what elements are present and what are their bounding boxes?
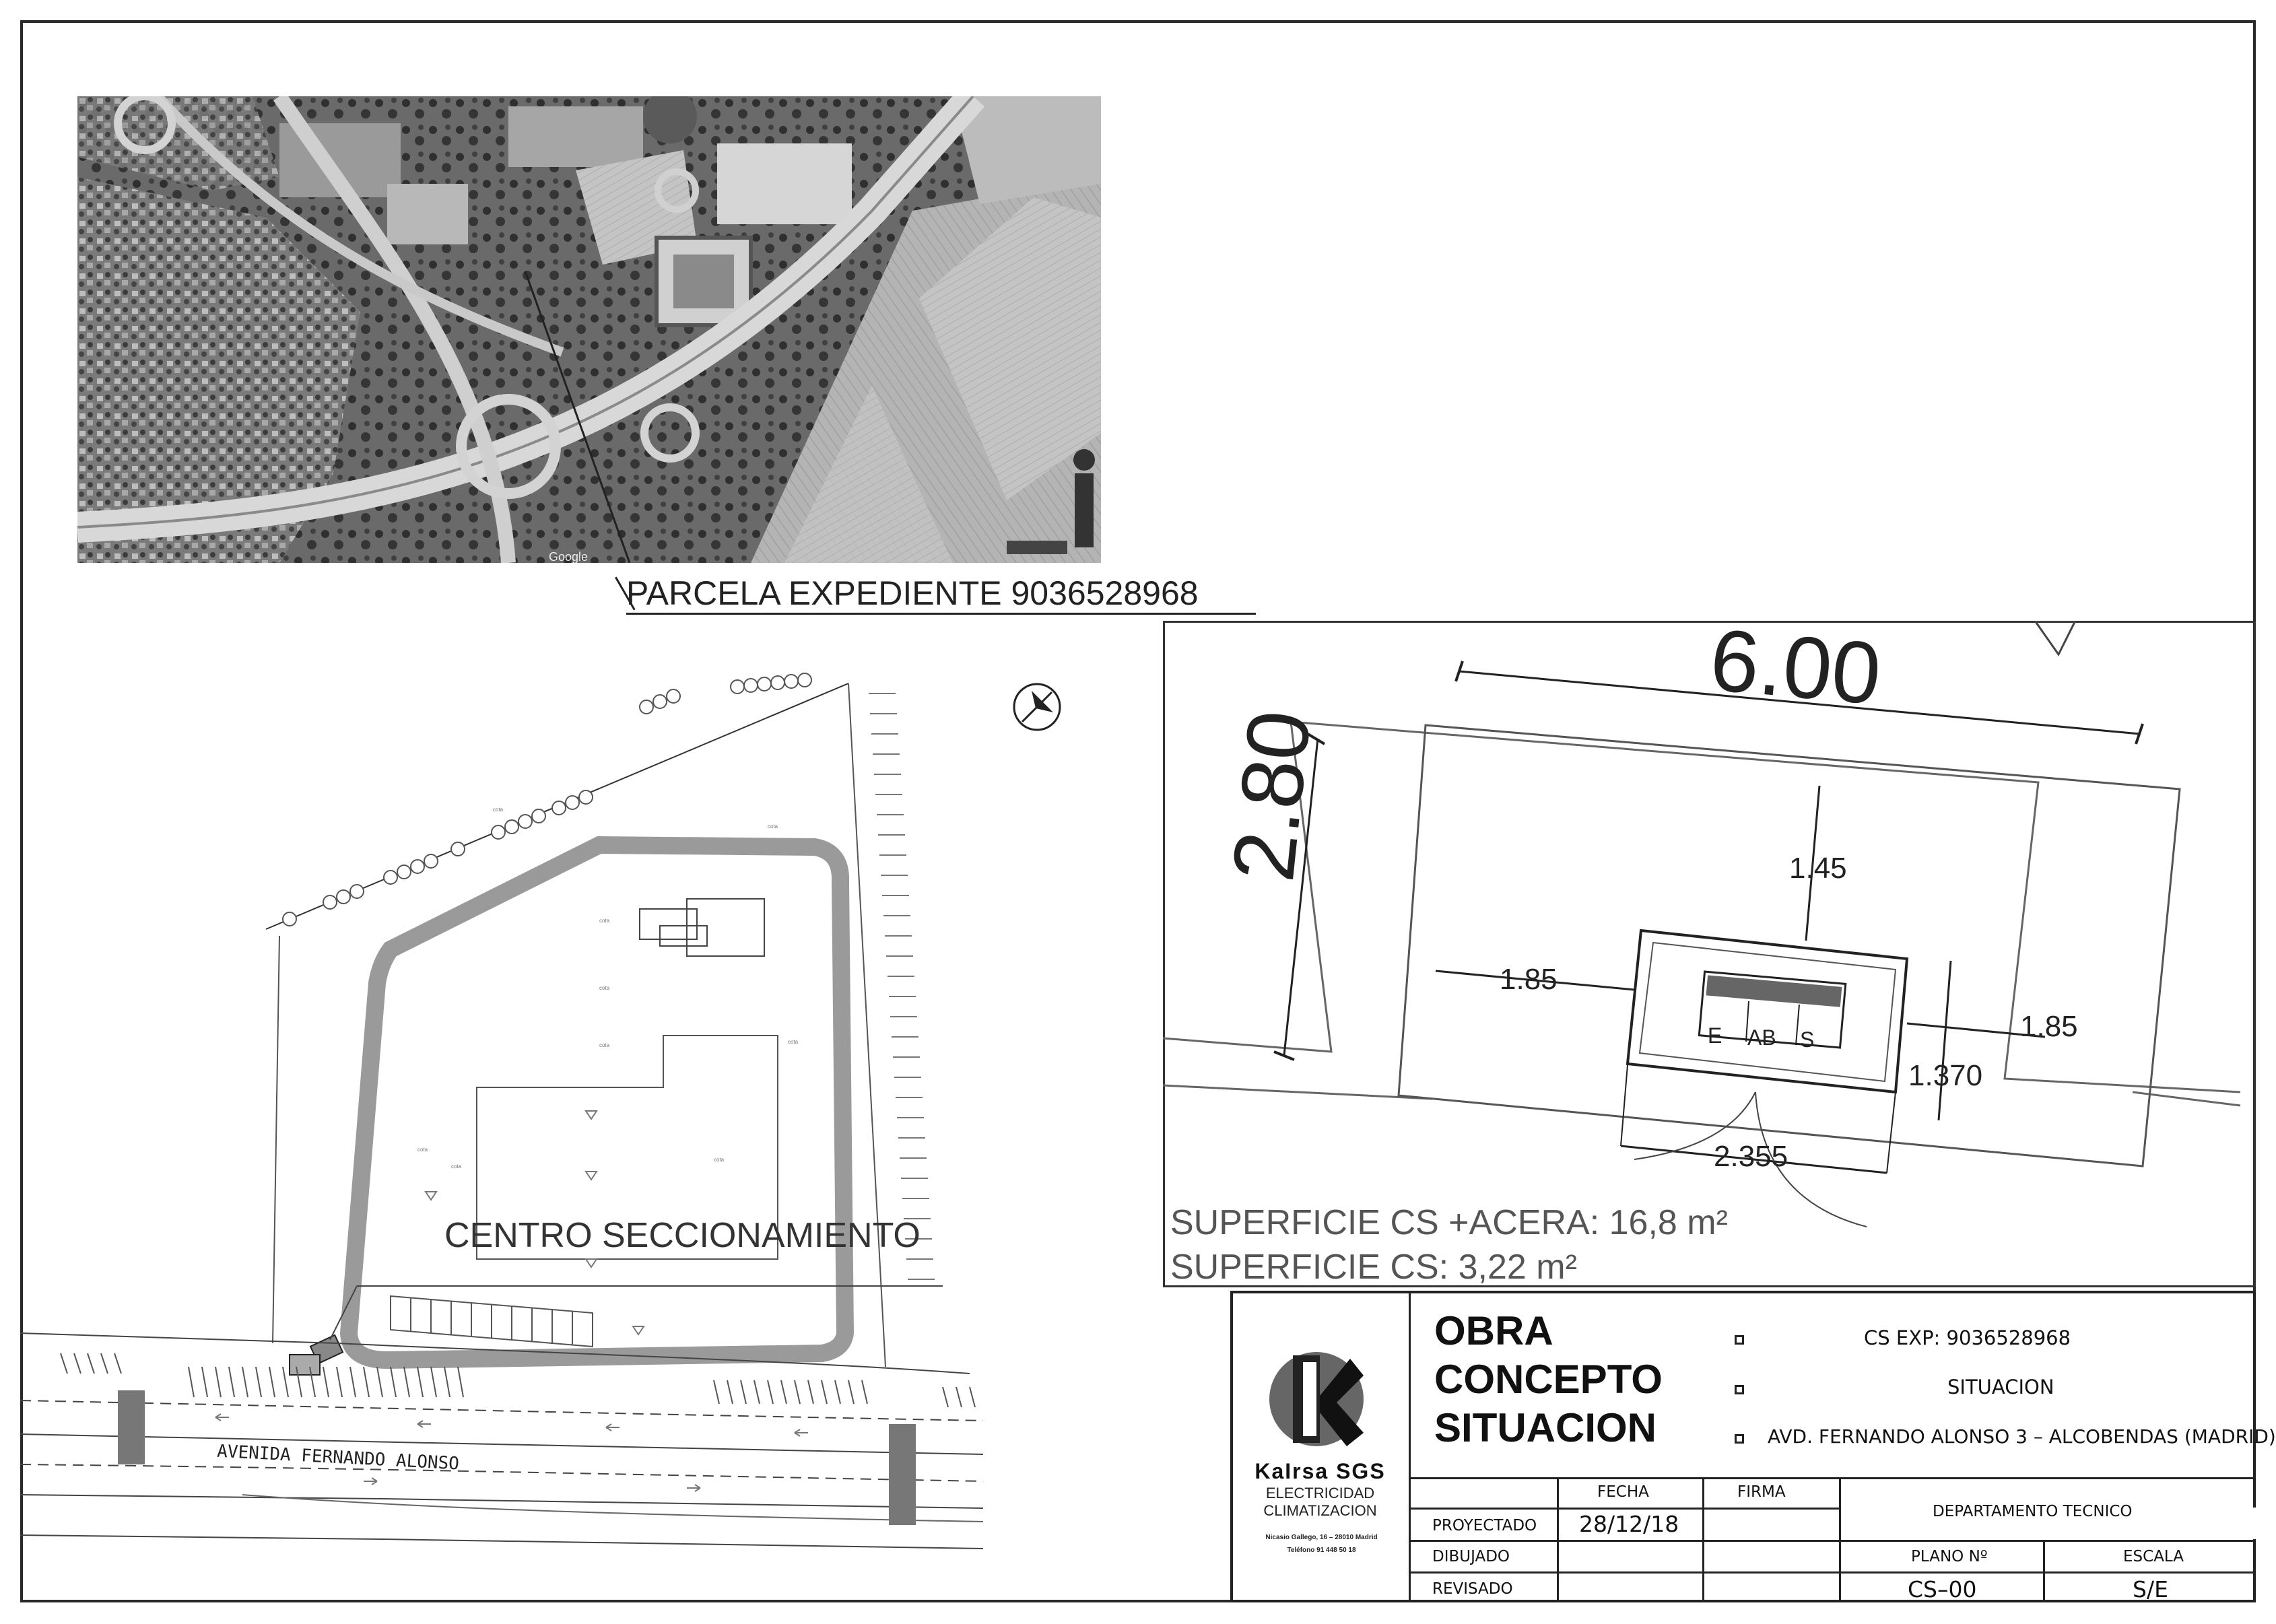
company-sub1: ELECTRICIDAD	[1265, 1485, 1375, 1501]
kairsa-logo-icon	[1266, 1349, 1367, 1450]
dim-total-length: 6.00	[1706, 610, 1885, 723]
value-situacion: AVD. FERNANDO ALONSO 3 – ALCOBENDAS (MADRID)	[1768, 1425, 2276, 1448]
company-sub2: CLIMATIZACION	[1263, 1502, 1377, 1519]
dim-right: 1.85	[2020, 1010, 2078, 1043]
dim-door: 2.355	[1714, 1140, 1788, 1173]
label-situacion: SITUACION	[1434, 1405, 1656, 1450]
dim-front: 1.45	[1789, 852, 1847, 885]
checkbox-concepto	[1735, 1385, 1744, 1394]
parcel-label-underline	[626, 613, 1256, 615]
label-concepto: CONCEPTO	[1434, 1357, 1663, 1402]
aerial-photo	[77, 96, 1101, 563]
surface-cs: SUPERFICIE CS: 3,22 m²	[1170, 1248, 1577, 1287]
svg-text:cota: cota	[599, 1042, 610, 1048]
svg-text:cota: cota	[451, 1163, 462, 1170]
svg-text:cota: cota	[768, 823, 778, 830]
cell-label-e: E	[1708, 1023, 1722, 1048]
table-col-3	[1839, 1477, 1841, 1602]
table-col-2	[1702, 1477, 1704, 1602]
header-escala: ESCALA	[2123, 1548, 2184, 1565]
dim-total-width: 2.80	[1213, 706, 1329, 886]
dim-left: 1.85	[1500, 963, 1558, 996]
svg-text:cota: cota	[493, 807, 504, 813]
svg-text:cota: cota	[714, 1157, 725, 1163]
table-line-top	[1411, 1477, 2256, 1479]
street-label: AVENIDA FERNANDO ALONSO	[216, 1441, 460, 1475]
header-plano: PLANO Nº	[1911, 1548, 1988, 1565]
dim-depth: 1.370	[1908, 1059, 1983, 1092]
table-line-2	[1411, 1540, 2256, 1542]
company-name: KaIrsa SGS	[1254, 1459, 1386, 1483]
site-plan	[13, 667, 997, 1602]
svg-text:cota: cota	[599, 985, 610, 991]
header-department: DEPARTAMENTO TECNICO	[1933, 1503, 2133, 1520]
svg-text:cota: cota	[599, 918, 610, 924]
table-col-4	[2043, 1540, 2045, 1602]
svg-text:cota: cota	[788, 1039, 799, 1045]
row-proyectado: PROYECTADO	[1432, 1517, 1537, 1534]
value-concepto: SITUACION	[1947, 1376, 2054, 1398]
checkbox-obra	[1735, 1335, 1744, 1345]
svg-text:cota: cota	[417, 1147, 428, 1153]
plano-value: CS–00	[1908, 1576, 1977, 1602]
parcel-label: PARCELA EXPEDIENTE 9036528968	[626, 574, 1199, 612]
surface-cs-acera: SUPERFICIE CS +ACERA: 16,8 m²	[1170, 1203, 1728, 1242]
section-label: CENTRO SECCIONAMIENTO	[444, 1216, 921, 1255]
company-phone: Teléfono 91 448 50 18	[1287, 1547, 1356, 1554]
fecha-value: 28/12/18	[1579, 1511, 1679, 1537]
row-revisado: REVISADO	[1432, 1580, 1513, 1598]
checkbox-situacion	[1735, 1434, 1744, 1444]
table-col-1	[1557, 1477, 1559, 1602]
value-obra: CS EXP: 9036528968	[1864, 1326, 2071, 1349]
company-address: Nicasio Gallego, 16 – 28010 Madrid	[1265, 1534, 1378, 1541]
google-watermark: Google	[549, 550, 589, 563]
north-arrow-icon	[1010, 680, 1064, 734]
cell-label-s: S	[1800, 1027, 1815, 1052]
cell-label-ab: AB	[1747, 1025, 1776, 1050]
header-firma: FIRMA	[1737, 1483, 1786, 1501]
table-line-3	[1411, 1571, 2256, 1574]
header-fecha: FECHA	[1597, 1483, 1649, 1501]
label-obra: OBRA	[1434, 1308, 1553, 1353]
row-dibujado: DIBUJADO	[1432, 1548, 1510, 1565]
escala-value: S/E	[2133, 1576, 2168, 1602]
